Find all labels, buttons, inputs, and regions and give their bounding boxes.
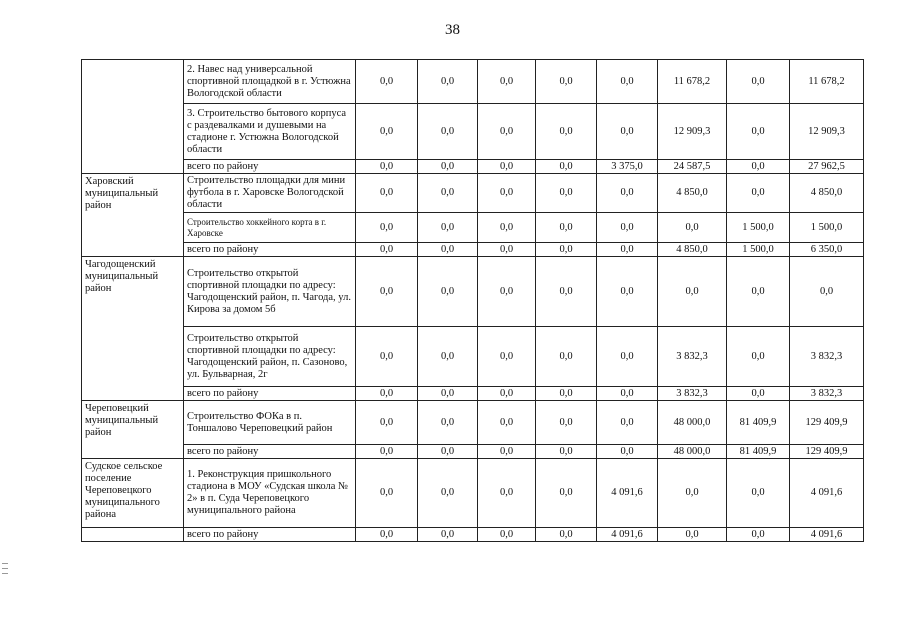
table-row xyxy=(82,104,864,160)
value-cell: 24 587,5 xyxy=(658,160,727,174)
value-cell: 0,0 xyxy=(418,401,478,445)
project-name-cell: 2. Навес над универсальной спортивной площадкой в г. Устюжна Вологодской области xyxy=(184,60,356,104)
table-body xyxy=(82,60,864,542)
project-name-cell: Строительство хоккейного корта в г. Харовске xyxy=(184,213,356,243)
value-cell: 0,0 xyxy=(356,459,418,528)
value-cell: 0,0 xyxy=(536,528,597,542)
total-row xyxy=(82,243,864,257)
region-cell xyxy=(82,60,184,174)
value-cell: 0,0 xyxy=(597,401,658,445)
value-cell: 0,0 xyxy=(356,213,418,243)
value-cell: 0,0 xyxy=(478,445,536,459)
value-cell: 4 091,6 xyxy=(790,528,864,542)
project-name-cell: Строительство площадки для мини футбола в г. Харовске Вологодской области xyxy=(184,174,356,213)
value-cell: 3 832,3 xyxy=(658,327,727,387)
value-cell: 0,0 xyxy=(356,60,418,104)
value-cell: 0,0 xyxy=(478,387,536,401)
value-cell: 6 350,0 xyxy=(790,243,864,257)
value-cell: 0,0 xyxy=(356,445,418,459)
value-cell: 0,0 xyxy=(478,243,536,257)
value-cell: 4 091,6 xyxy=(597,528,658,542)
value-cell: 0,0 xyxy=(536,459,597,528)
value-cell: 3 375,0 xyxy=(597,160,658,174)
value-cell: 0,0 xyxy=(536,243,597,257)
value-cell: 0,0 xyxy=(418,160,478,174)
project-name-cell: Строительство открытой спортивной площадки по адресу: Чагодощенский район, п. Чагода, ул. Кирова за домом 5б xyxy=(184,257,356,327)
value-cell: 0,0 xyxy=(536,387,597,401)
project-name-cell: Строительство ФОКа в п. Тоншалово Череповецкий район xyxy=(184,401,356,445)
value-cell: 3 832,3 xyxy=(790,387,864,401)
total-label: всего по району xyxy=(184,387,356,401)
value-cell: 4 850,0 xyxy=(658,174,727,213)
value-cell: 0,0 xyxy=(356,160,418,174)
region-cell: Чагодощенский муниципальный район xyxy=(82,257,184,401)
value-cell: 0,0 xyxy=(727,327,790,387)
value-cell: 0,0 xyxy=(536,174,597,213)
value-cell: 0,0 xyxy=(727,60,790,104)
value-cell: 81 409,9 xyxy=(727,445,790,459)
value-cell: 0,0 xyxy=(356,327,418,387)
value-cell: 0,0 xyxy=(597,60,658,104)
total-label: всего по району xyxy=(184,528,356,542)
value-cell: 0,0 xyxy=(418,174,478,213)
value-cell: 3 832,3 xyxy=(658,387,727,401)
value-cell: 0,0 xyxy=(536,60,597,104)
margin-mark xyxy=(2,563,8,564)
total-row xyxy=(82,445,864,459)
total-label: всего по району xyxy=(184,445,356,459)
value-cell: 0,0 xyxy=(536,160,597,174)
value-cell: 1 500,0 xyxy=(790,213,864,243)
value-cell: 0,0 xyxy=(658,213,727,243)
value-cell: 0,0 xyxy=(478,528,536,542)
total-row xyxy=(82,160,864,174)
value-cell: 0,0 xyxy=(597,174,658,213)
page-number: 38 xyxy=(445,22,460,38)
value-cell: 0,0 xyxy=(478,459,536,528)
value-cell: 0,0 xyxy=(478,160,536,174)
region-cell: Харовский муниципальный район xyxy=(82,174,184,257)
value-cell: 0,0 xyxy=(356,174,418,213)
table-row xyxy=(82,257,864,327)
value-cell: 0,0 xyxy=(356,387,418,401)
value-cell: 0,0 xyxy=(536,104,597,160)
value-cell: 4 091,6 xyxy=(790,459,864,528)
value-cell: 0,0 xyxy=(418,459,478,528)
margin-mark xyxy=(2,573,8,574)
value-cell: 0,0 xyxy=(536,213,597,243)
value-cell: 0,0 xyxy=(356,528,418,542)
value-cell: 0,0 xyxy=(478,401,536,445)
value-cell: 0,0 xyxy=(478,213,536,243)
value-cell: 0,0 xyxy=(478,60,536,104)
value-cell: 4 850,0 xyxy=(790,174,864,213)
region-cell: Судское сельское поселение Череповецкого муниципального района xyxy=(82,459,184,528)
value-cell: 0,0 xyxy=(658,257,727,327)
value-cell: 0,0 xyxy=(418,243,478,257)
value-cell: 0,0 xyxy=(658,528,727,542)
total-label: всего по району xyxy=(184,243,356,257)
value-cell: 0,0 xyxy=(727,257,790,327)
value-cell: 0,0 xyxy=(727,387,790,401)
total-label: всего по району xyxy=(184,160,356,174)
table-row xyxy=(82,174,864,213)
value-cell: 0,0 xyxy=(727,174,790,213)
total-row xyxy=(82,528,864,542)
funding-table xyxy=(81,59,864,542)
value-cell: 0,0 xyxy=(790,257,864,327)
value-cell: 0,0 xyxy=(418,445,478,459)
value-cell: 11 678,2 xyxy=(658,60,727,104)
table-row xyxy=(82,213,864,243)
value-cell: 0,0 xyxy=(418,387,478,401)
table-row xyxy=(82,401,864,445)
value-cell: 0,0 xyxy=(727,104,790,160)
value-cell: 27 962,5 xyxy=(790,160,864,174)
margin-mark xyxy=(2,568,8,569)
table-row xyxy=(82,459,864,528)
value-cell: 129 409,9 xyxy=(790,401,864,445)
value-cell: 11 678,2 xyxy=(790,60,864,104)
value-cell: 0,0 xyxy=(727,528,790,542)
table-row xyxy=(82,327,864,387)
value-cell: 0,0 xyxy=(536,445,597,459)
value-cell: 0,0 xyxy=(418,213,478,243)
value-cell: 0,0 xyxy=(536,327,597,387)
value-cell: 0,0 xyxy=(356,243,418,257)
value-cell: 0,0 xyxy=(478,257,536,327)
value-cell: 0,0 xyxy=(478,174,536,213)
value-cell: 1 500,0 xyxy=(727,243,790,257)
value-cell: 0,0 xyxy=(727,459,790,528)
value-cell: 48 000,0 xyxy=(658,445,727,459)
region-cell xyxy=(82,528,184,542)
value-cell: 81 409,9 xyxy=(727,401,790,445)
value-cell: 0,0 xyxy=(356,401,418,445)
value-cell: 129 409,9 xyxy=(790,445,864,459)
value-cell: 0,0 xyxy=(597,327,658,387)
value-cell: 0,0 xyxy=(478,327,536,387)
value-cell: 0,0 xyxy=(536,401,597,445)
value-cell: 1 500,0 xyxy=(727,213,790,243)
value-cell: 0,0 xyxy=(727,160,790,174)
value-cell: 0,0 xyxy=(418,60,478,104)
value-cell: 48 000,0 xyxy=(658,401,727,445)
value-cell: 0,0 xyxy=(597,387,658,401)
value-cell: 0,0 xyxy=(478,104,536,160)
value-cell: 12 909,3 xyxy=(658,104,727,160)
value-cell: 4 091,6 xyxy=(597,459,658,528)
value-cell: 0,0 xyxy=(597,257,658,327)
value-cell: 0,0 xyxy=(418,327,478,387)
value-cell: 0,0 xyxy=(597,445,658,459)
table-row xyxy=(82,60,864,104)
value-cell: 0,0 xyxy=(658,459,727,528)
project-name-cell: 1. Реконструкция пришкольного стадиона в МОУ «Судская школа № 2» в п. Суда Череповецкого муниципального района xyxy=(184,459,356,528)
value-cell: 0,0 xyxy=(356,257,418,327)
value-cell: 0,0 xyxy=(418,528,478,542)
total-row xyxy=(82,387,864,401)
value-cell: 0,0 xyxy=(418,104,478,160)
value-cell: 4 850,0 xyxy=(658,243,727,257)
project-name-cell: Строительство открытой спортивной площадки по адресу: Чагодощенский район, п. Сазоново, ул. Бульварная, 2г xyxy=(184,327,356,387)
value-cell: 0,0 xyxy=(597,213,658,243)
value-cell: 0,0 xyxy=(597,243,658,257)
project-name-cell: 3. Строительство бытового корпуса с раздевалками и душевыми на стадионе г. Устюжна Вологодской области xyxy=(184,104,356,160)
value-cell: 0,0 xyxy=(418,257,478,327)
value-cell: 3 832,3 xyxy=(790,327,864,387)
value-cell: 12 909,3 xyxy=(790,104,864,160)
value-cell: 0,0 xyxy=(536,257,597,327)
region-cell: Череповецкий муниципальный район xyxy=(82,401,184,459)
value-cell: 0,0 xyxy=(356,104,418,160)
value-cell: 0,0 xyxy=(597,104,658,160)
